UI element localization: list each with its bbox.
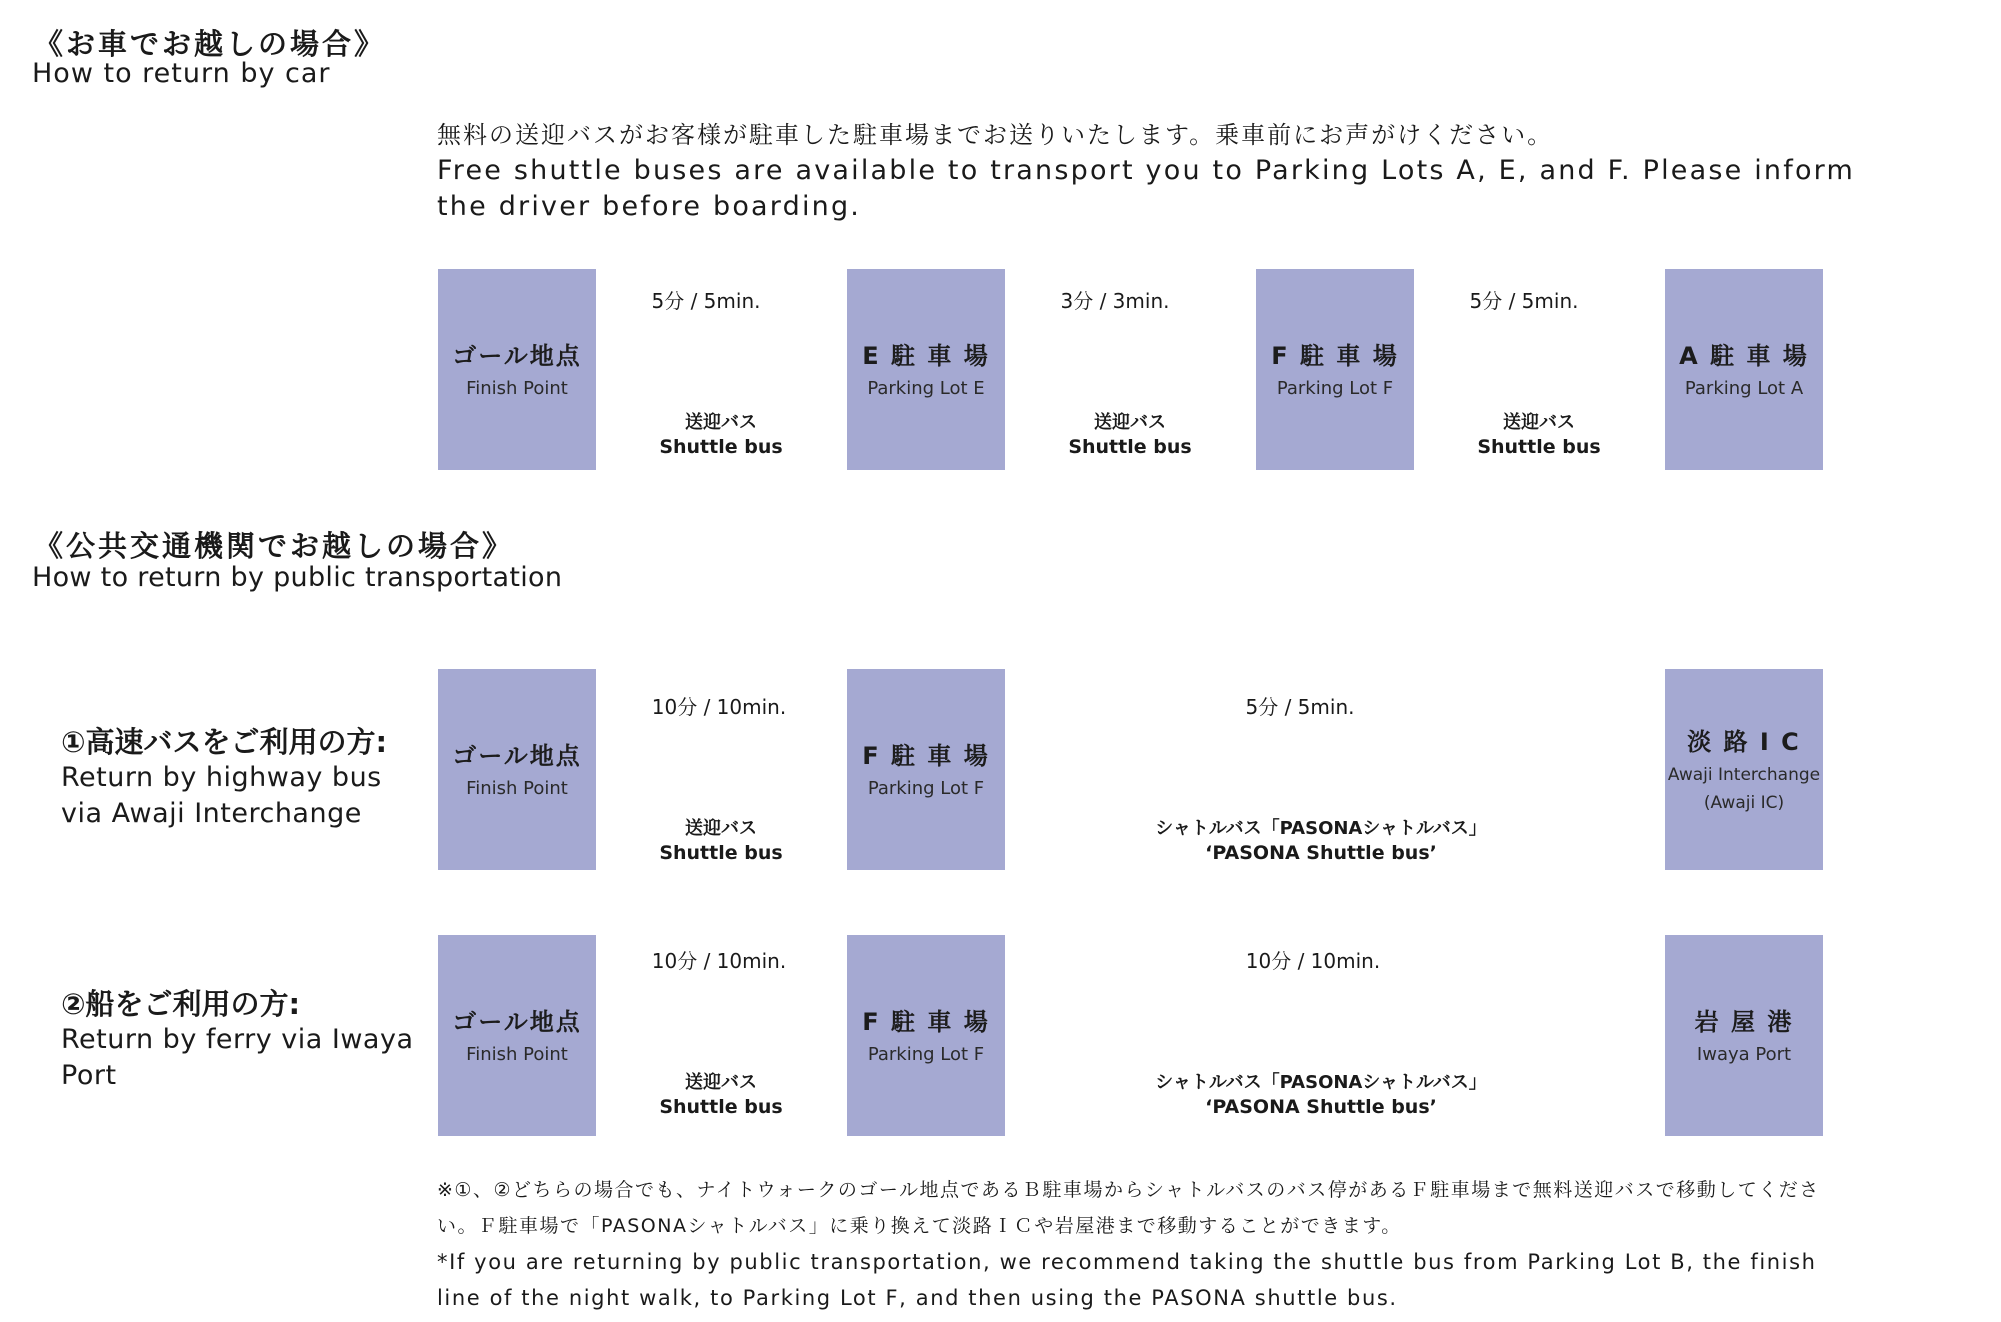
route-label-highway-bus (61, 724, 426, 832)
stop-label-ja: E 駐 車 場 (862, 342, 990, 370)
stop-parking-lot-f (847, 669, 1005, 870)
leg-transport-en: ‘PASONA Shuttle bus’ (1205, 842, 1437, 864)
stop-finish-point (438, 935, 596, 1136)
stop-parking-lot-a (1665, 269, 1823, 470)
route-label-ja: ②船をご利用の方: (61, 987, 301, 1021)
route-label-ja: ①高速バスをご利用の方: (61, 725, 388, 759)
footnote-en: *If you are returning by public transportation, we recommend taking the shuttle bus from Parking Lot B, the finish line of the night walk, to Parking Lot F, and then using the PASONA shuttle bus. (437, 1250, 1817, 1310)
leg-transport-en: Shuttle bus (1068, 436, 1192, 458)
leg-transport-en: Shuttle bus (659, 1096, 783, 1118)
leg-transport-ja: 送迎バス (684, 412, 757, 433)
public-section-title-en: How to return by public transportation (32, 562, 563, 593)
stop-label-en: Parking Lot E (867, 378, 985, 399)
car-section-title-en: How to return by car (32, 58, 331, 89)
leg-transport-ja: 送迎バス (684, 818, 757, 839)
leg-transport (1068, 411, 1191, 459)
leg-transport-ja: 送迎バス (1093, 412, 1166, 433)
stop-parking-lot-f (847, 935, 1005, 1136)
leg-transport (659, 1071, 782, 1119)
leg-transport-ja: シャトルバス「PASONAシャトルバス」 (1155, 818, 1487, 839)
car-intro-en: Free shuttle buses are available to transport you to Parking Lots A, E, and F. Please inform the driver before boarding. (437, 155, 1855, 222)
leg-transport-en: Shuttle bus (659, 842, 783, 864)
route-label-en: Return by ferry via Iwaya Port (61, 1024, 414, 1091)
stop-parking-lot-f (1256, 269, 1414, 470)
stop-label-en: Parking Lot A (1684, 378, 1804, 399)
stop-label-en: Parking Lot F (867, 778, 985, 799)
stop-label-en: Awaji Interchange (Awaji IC) (1667, 765, 1821, 813)
car-intro (437, 117, 1877, 225)
stop-label-ja: A 駐 車 場 (1679, 342, 1809, 370)
stop-label-en: Finish Point (466, 1044, 568, 1065)
public-section-title-ja: 《公共交通機関でお越しの場合》 (34, 529, 515, 563)
stop-finish-point (438, 269, 596, 470)
leg-time: 3分 / 3min. (1060, 289, 1170, 313)
footnote-ja: ※①、②どちらの場合でも、ナイトウォークのゴール地点であるＢ駐車場からシャトルバスのバス停があるＦ駐車場まで無料送迎バスで移動してください。Ｆ駐車場で「PASONAシャトルバス」に乗り換えて淡路ＩＣや岩屋港まで移動することができます。 (437, 1179, 1820, 1237)
leg-time: 5分 / 5min. (651, 289, 761, 313)
stop-label-ja: ゴール地点 (452, 342, 582, 370)
leg-transport-en: Shuttle bus (659, 436, 783, 458)
stop-label-ja: 岩 屋 港 (1694, 1008, 1794, 1036)
leg-transport-ja: 送迎バス (1502, 412, 1575, 433)
leg-transport-en: Shuttle bus (1477, 436, 1601, 458)
footnote (437, 1172, 1857, 1316)
stop-label-en: Parking Lot F (867, 1044, 985, 1065)
leg-transport (1155, 817, 1487, 865)
leg-time: 10分 / 10min. (651, 695, 787, 719)
stop-label-ja: F 駐 車 場 (862, 742, 990, 770)
stop-finish-point (438, 669, 596, 870)
car-section-title-ja: 《お車でお越しの場合》 (34, 27, 387, 61)
leg-transport (659, 411, 782, 459)
leg-transport (659, 817, 782, 865)
stop-label-ja: ゴール地点 (452, 1008, 582, 1036)
stop-label-ja: F 駐 車 場 (1271, 342, 1399, 370)
route-label-en: Return by highway bus via Awaji Interchange (61, 762, 382, 829)
stop-label-ja: ゴール地点 (452, 742, 582, 770)
stop-label-en: Iwaya Port (1696, 1044, 1792, 1065)
leg-time: 10分 / 10min. (651, 949, 787, 973)
stop-label-en: Parking Lot F (1276, 378, 1394, 399)
stop-label-en: Finish Point (466, 378, 568, 399)
route-label-ferry (61, 986, 426, 1094)
leg-time: 5分 / 5min. (1469, 289, 1579, 313)
leg-transport (1477, 411, 1600, 459)
stop-iwaya-port (1665, 935, 1823, 1136)
stop-label-en: Finish Point (466, 778, 568, 799)
car-intro-ja: 無料の送迎バスがお客様が駐車した駐車場までお送りいたします。乗車前にお声がけください。 (437, 121, 1554, 149)
leg-transport-en: ‘PASONA Shuttle bus’ (1205, 1096, 1437, 1118)
stop-awaji-interchange (1665, 669, 1823, 870)
stop-label-ja: 淡 路 I C (1687, 728, 1801, 756)
stop-parking-lot-e (847, 269, 1005, 470)
leg-time: 10分 / 10min. (1245, 949, 1381, 973)
leg-transport-ja: 送迎バス (684, 1072, 757, 1093)
leg-transport (1155, 1071, 1487, 1119)
stop-label-ja: F 駐 車 場 (862, 1008, 990, 1036)
leg-time: 5分 / 5min. (1245, 695, 1355, 719)
leg-transport-ja: シャトルバス「PASONAシャトルバス」 (1155, 1072, 1487, 1093)
